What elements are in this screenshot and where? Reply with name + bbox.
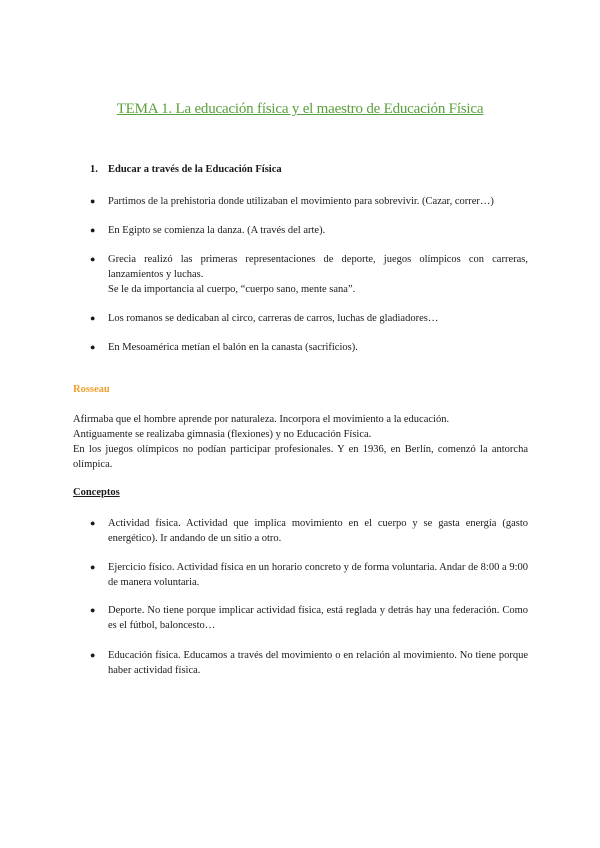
page-title: TEMA 1. La educación física y el maestro de Educación Física [116, 101, 484, 117]
list-item-text: Deporte. No tiene porque implicar actividad física, está reglada y detrás hay una federación. Como es el fútbol, baloncesto… [108, 605, 528, 631]
bullet-icon: ● [90, 650, 96, 660]
list-item [90, 311, 528, 326]
list-item [90, 560, 528, 590]
list-item-text: En Mesoamérica metían el balón en la canasta (sacrificios). [108, 342, 358, 353]
paragraph-line: Afirmaba que el hombre aprende por naturaleza. Incorpora el movimiento a la educación. [73, 414, 450, 425]
bullet-icon: ● [90, 196, 96, 206]
bullet-icon: ● [90, 254, 96, 264]
list-item [90, 648, 528, 678]
paragraph-line: Antiguamente se realizaba gimnasia (flexiones) y no Educación Física. [73, 429, 372, 440]
bullet-icon: ● [90, 225, 96, 235]
list-item-text: Educación física. Educamos a través del movimiento o en relación al movimiento. No tiene porque haber actividad física. [108, 650, 528, 676]
conceptos-heading: Conceptos [73, 487, 120, 498]
paragraph-line: En los juegos olímpicos no podían participar profesionales. Y en 1936, en Berlín, comenzó la antorcha olímpica. [73, 444, 528, 470]
list-item-text: Los romanos se dedicaban al circo, carreras de carros, luchas de gladiadores… [108, 313, 439, 324]
rosseau-paragraph [73, 412, 528, 472]
list-item [90, 223, 528, 238]
list-item [90, 194, 528, 209]
list-item-text: Partimos de la prehistoria donde utilizaban el movimiento para sobrevivir. (Cazar, correr…) [108, 196, 494, 207]
list-item [90, 252, 528, 297]
list-item [90, 516, 528, 546]
bullet-icon: ● [90, 605, 96, 615]
bullet-icon: ● [90, 562, 96, 572]
section-number: 1. [90, 164, 98, 175]
list-item-text: Ejercicio físico. Actividad física en un horario concreto y de forma voluntaria. Andar de 8:00 a 9:00 de manera voluntaria. [108, 562, 528, 588]
section-heading [90, 164, 282, 175]
bullet-icon: ● [90, 342, 96, 352]
section-heading-text: Educar a través de la Educación Física [108, 164, 282, 175]
bullet-icon: ● [90, 313, 96, 323]
list-item [90, 603, 528, 633]
list-item-text: Grecia realizó las primeras representaciones de deporte, juegos olímpicos con carreras, lanzamientos y luchas. [108, 254, 528, 280]
list-item-text: En Egipto se comienza la danza. (A través del arte). [108, 225, 326, 236]
bullet-icon: ● [90, 518, 96, 528]
rosseau-heading: Rosseau [73, 384, 110, 395]
list-item-text: Actividad física. Actividad que implica movimiento en el cuerpo y se gasta energía (gasto energético). Ir andando de un sitio a otro. [108, 518, 528, 544]
list-item-text: Se le da importancia al cuerpo, “cuerpo sano, mente sana”. [108, 284, 356, 295]
list-item [90, 340, 528, 355]
